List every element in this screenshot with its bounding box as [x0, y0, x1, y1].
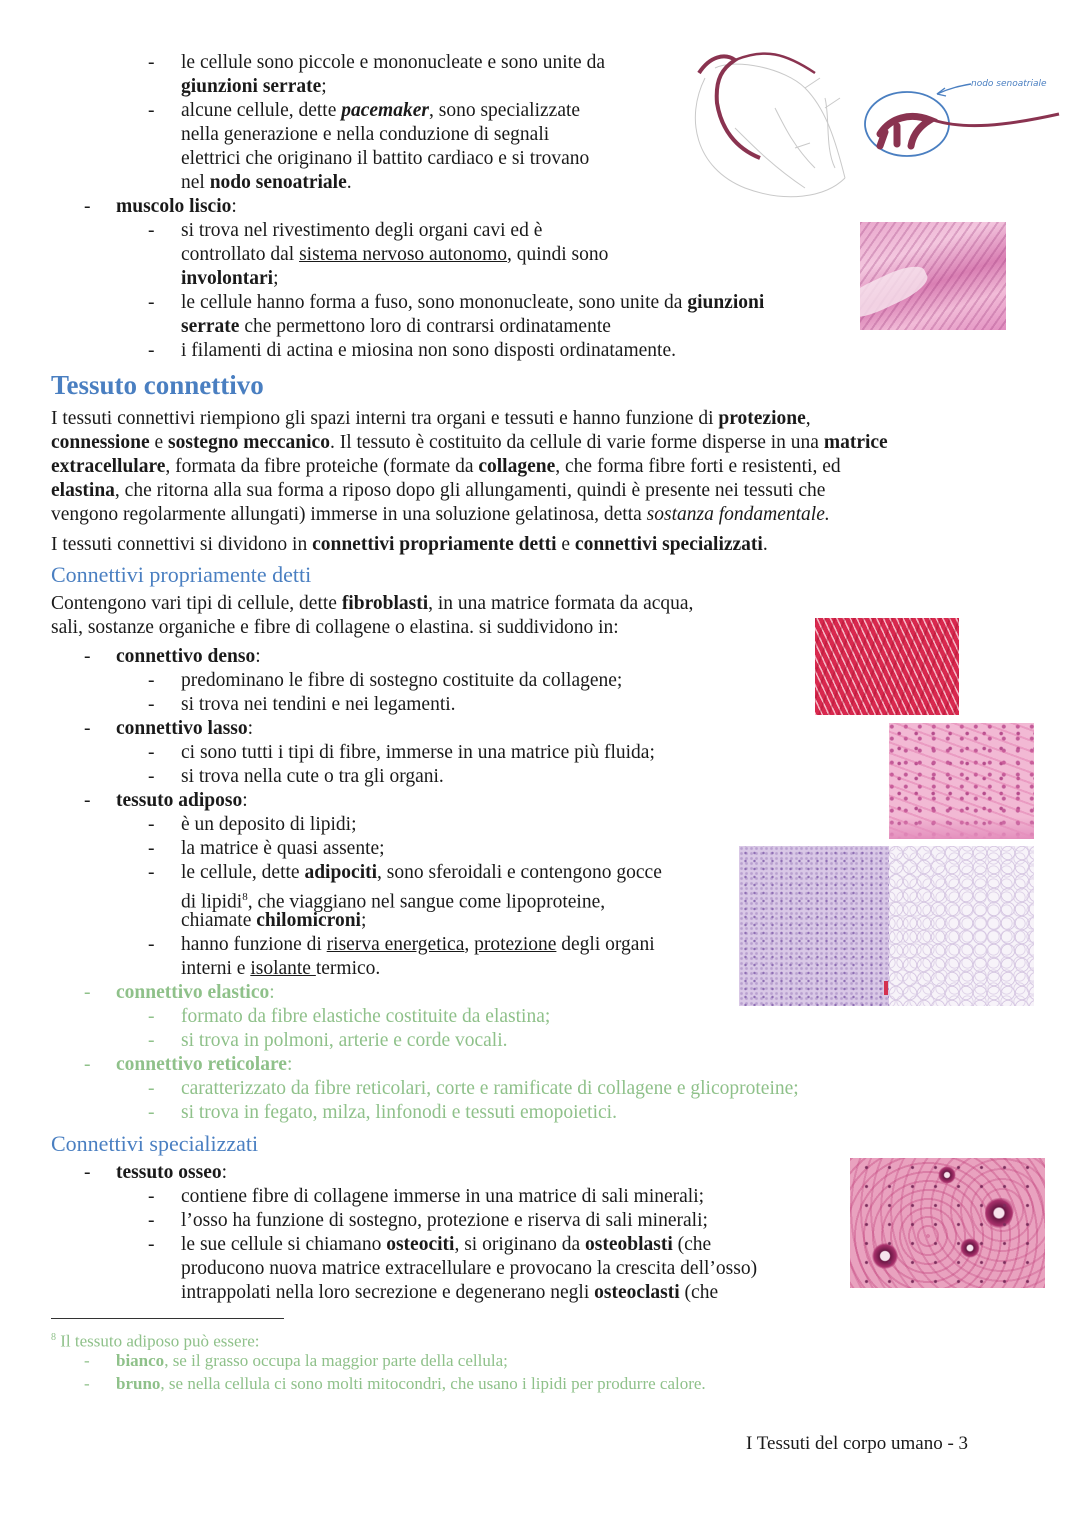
text-line: [181, 837, 385, 861]
text: le sue cellule si chiamano: [181, 1234, 387, 1255]
text-line: [181, 1257, 757, 1281]
text: :: [255, 646, 261, 667]
bullet-dash: -: [148, 934, 155, 955]
footnote-ref[interactable]: 8: [242, 891, 248, 903]
text-line: [181, 123, 549, 147]
text: e: [149, 432, 169, 453]
text-line: [181, 315, 611, 339]
text-line: [181, 813, 357, 837]
bold-term: bianco: [116, 1351, 165, 1370]
smooth-muscle-micrograph: [860, 222, 1006, 330]
text: si trova nella cute o tra gli organi.: [181, 766, 444, 787]
bold-term: osteoblasti: [584, 1234, 673, 1255]
text: la matrice è quasi assente;: [181, 838, 385, 859]
text-line: [181, 51, 605, 75]
text: producono nuova matrice extracellulare e provocano la crescita dell’osso): [181, 1258, 758, 1279]
bold-term: connettivo elastico: [116, 982, 270, 1003]
text-line: [181, 1185, 704, 1209]
text: sali, sostanze organiche e fibre di collagene o elastina. si suddividono in:: [51, 617, 619, 638]
text: (che: [679, 1282, 719, 1303]
bold-term: serrate: [181, 316, 240, 337]
bullet-dash: -: [84, 982, 91, 1003]
text: degli organi: [556, 934, 655, 955]
text: , che ritorna alla sua forma a riposo dopo gli allungamenti, quindi è presente nei tessuti che: [114, 480, 826, 501]
footnote-item: [116, 1373, 706, 1395]
bold-term: connessione: [51, 432, 150, 453]
bold-term: osteoclasti: [594, 1282, 680, 1303]
text-line: [181, 291, 764, 315]
text: di lipidi: [181, 891, 243, 913]
text: che permettono loro di contrarsi ordinatamente: [239, 316, 611, 337]
text-line: [181, 933, 655, 957]
text: , quindi sono: [507, 244, 609, 265]
bullet-dash: -: [84, 646, 91, 667]
bone-tissue-micrograph: [850, 1158, 1045, 1288]
text: ;: [321, 76, 327, 97]
bullet-dash: -: [148, 100, 155, 121]
text: ci sono tutti i tipi di fibre, immerse in una matrice più fluida;: [181, 742, 655, 763]
text: interni e: [181, 958, 251, 979]
text: intrappolati nella loro secrezione e degenerano negli: [181, 1282, 595, 1303]
bullet-dash: -: [148, 814, 155, 835]
text: è un deposito di lipidi;: [181, 814, 357, 835]
text-line: [116, 195, 237, 219]
text: (che: [672, 1234, 712, 1255]
bullet-dash: -: [84, 718, 91, 739]
page-footer: I Tessuti del corpo umano - 3: [746, 1433, 969, 1454]
bold-term: chilomicroni: [256, 910, 361, 931]
bullet-dash: -: [148, 838, 155, 859]
text-line: [181, 1029, 508, 1053]
text-line: [51, 503, 830, 527]
adipose-white-micrograph: [889, 846, 1034, 1006]
subsection-heading: Connettivi propriamente detti: [51, 562, 312, 587]
footnote-separator: [51, 1318, 284, 1319]
text-line: [116, 789, 248, 813]
text-line: [181, 339, 676, 363]
text: nel: [181, 172, 210, 193]
footnote-text: [51, 1327, 260, 1353]
section-heading: Tessuto connettivo: [51, 370, 264, 400]
text: le cellule, dette: [181, 862, 305, 883]
bullet-dash: -: [148, 1186, 155, 1207]
text-line: [181, 1233, 711, 1257]
bold-term: involontari: [181, 268, 274, 289]
bullet-dash: -: [84, 1351, 90, 1370]
bold-term: giunzioni serrate: [181, 76, 322, 97]
text: , sono sferoidali e contengono gocce: [377, 862, 662, 883]
text: I tessuti connettivi riempiono gli spazi interni tra organi e tessuti e hanno funzione di: [51, 408, 719, 429]
bold-term: fibroblasti: [341, 593, 429, 614]
text-line: [181, 765, 444, 789]
text-line: [181, 99, 580, 123]
text: .: [346, 172, 352, 193]
bold-term: connettivo denso: [116, 646, 256, 667]
underlined-term: sistema nervoso autonomo: [299, 244, 508, 265]
text: chiamate: [181, 910, 257, 931]
text: Contengono vari tipi di cellule, dette: [51, 593, 342, 614]
bullet-dash: -: [148, 292, 155, 313]
bold-term: extracellulare: [51, 456, 166, 477]
text: le cellule hanno forma a fuso, sono mononucleate, sono unite da: [181, 292, 688, 313]
bullet-dash: -: [84, 1162, 91, 1183]
text: hanno funzione di: [181, 934, 327, 955]
text-line: [181, 219, 542, 243]
text-line: [51, 431, 888, 455]
text-line: [181, 1101, 617, 1125]
text: :: [221, 1162, 228, 1183]
text-line: [181, 1209, 708, 1233]
text-line: [181, 1281, 718, 1305]
text: :: [231, 196, 237, 217]
text: , formata da fibre proteiche (formate da: [165, 456, 479, 477]
text: l’osso ha funzione di sostegno, protezione e riserva di sali minerali;: [181, 1210, 708, 1231]
footnote-item: [116, 1350, 508, 1372]
text-line: [181, 267, 279, 291]
heart-annotation-label: nodo senoatriale: [971, 79, 1047, 89]
bullet-dash: -: [148, 52, 155, 73]
text: termico.: [315, 958, 381, 979]
text: , sono specializzate: [428, 100, 581, 121]
bold-term: connettivi specializzati: [574, 534, 763, 555]
text: . Il tessuto è costituito da cellule di varie forme disperse in una: [329, 432, 824, 453]
text: si trova in fegato, milza, linfonodi e tessuti emopoietici.: [181, 1102, 617, 1123]
dense-connective-micrograph: [815, 618, 959, 715]
text: .: [762, 534, 768, 555]
text: ,: [805, 408, 811, 429]
text: si trova nei tendini e nei legamenti.: [181, 694, 456, 715]
bold-term: tessuto osseo: [116, 1162, 222, 1183]
text: vengono regolarmente allungati) immerse in una soluzione gelatinosa, detta: [51, 504, 647, 525]
text: :: [242, 790, 248, 811]
bullet-dash: -: [148, 1102, 155, 1123]
underlined-term: isolante: [250, 958, 316, 979]
text-line: [181, 693, 456, 717]
text-line: [51, 455, 841, 479]
bullet-dash: -: [148, 1030, 155, 1051]
text: Il tessuto adiposo può essere:: [56, 1331, 260, 1351]
text: caratterizzato da fibre reticolari, corte e ramificate di collagene e glicoproteine;: [181, 1078, 799, 1099]
text: alcune cellule, dette: [181, 100, 342, 121]
text: si trova nel rivestimento degli organi cavi ed è: [181, 220, 543, 241]
text-line: [116, 981, 275, 1005]
text-line: [51, 479, 825, 503]
text: , che forma fibre forti e resistenti, ed: [555, 456, 841, 477]
bold-term: pacemaker: [341, 100, 429, 121]
bold-term: osteociti: [386, 1234, 455, 1255]
bullet-dash: -: [148, 670, 155, 691]
text-line: [181, 243, 608, 267]
bold-term: connettivo reticolare: [116, 1054, 287, 1075]
text: ;: [273, 268, 279, 289]
text: , se nella cellula ci sono molti mitocondri, che usano i lipidi per produrre calore.: [160, 1374, 706, 1393]
bold-term: connettivi propriamente detti: [312, 534, 557, 555]
text: , se il grasso occupa la maggior parte della cellula;: [164, 1351, 508, 1370]
bullet-dash: -: [148, 862, 155, 883]
loose-connective-micrograph: [889, 723, 1034, 839]
text: contiene fibre di collagene immerse in una matrice di sali minerali;: [181, 1186, 705, 1207]
text-line: [181, 909, 366, 933]
text: si trova in polmoni, arterie e corde vocali.: [181, 1030, 508, 1051]
text-line: [116, 1161, 227, 1185]
text: , si originano da: [454, 1234, 585, 1255]
text: ;: [360, 910, 367, 931]
text: :: [286, 1054, 293, 1075]
text-line: [181, 75, 327, 99]
text-line: [51, 533, 768, 557]
text-line: [181, 861, 662, 885]
text-line: [116, 1053, 292, 1077]
text-line: [51, 407, 811, 431]
heart-conduction-diagram: [675, 48, 1065, 208]
text-line: [181, 1077, 799, 1101]
bold-term: collagene: [478, 456, 556, 477]
text: , in una matrice formata da acqua,: [428, 593, 694, 614]
text: i filamenti di actina e miosina non sono disposti ordinatamente.: [181, 340, 676, 361]
text-line: [116, 717, 253, 741]
bullet-dash: -: [84, 1054, 91, 1075]
text: nella generazione e nella conduzione di segnali: [181, 124, 550, 145]
bold-term: protezione: [718, 408, 806, 429]
text: , che viaggiano nel sangue come lipoproteine,: [247, 891, 606, 913]
bullet-dash: -: [148, 694, 155, 715]
underlined-term: protezione: [474, 934, 557, 955]
text-line: [116, 645, 261, 669]
text: e: [556, 534, 575, 555]
text: :: [269, 982, 275, 1003]
bold-term: connettivo lasso: [116, 718, 248, 739]
text-line: [181, 1005, 550, 1029]
bullet-dash: -: [148, 742, 155, 763]
bold-term: elastina: [51, 480, 115, 501]
bold-term: tessuto adiposo: [116, 790, 243, 811]
text: predominano le fibre di sostegno costituite da collagene;: [181, 670, 623, 691]
italic-term: sostanza fondamentale.: [646, 504, 830, 525]
text-line: [181, 147, 589, 171]
text-line: [181, 957, 380, 981]
text-line: [181, 669, 622, 693]
bullet-dash: -: [148, 1234, 155, 1255]
bullet-dash: -: [148, 766, 155, 787]
bullet-dash: -: [148, 340, 155, 361]
bullet-dash: -: [148, 1006, 155, 1027]
bold-term: adipociti: [304, 862, 378, 883]
bullet-dash: -: [148, 1078, 155, 1099]
bold-term: giunzioni: [687, 292, 765, 313]
text-line: [51, 592, 693, 616]
bullet-dash: -: [84, 1374, 90, 1393]
bullet-dash: -: [84, 790, 91, 811]
text-line: [181, 741, 655, 765]
bold-term: matrice: [823, 432, 888, 453]
bullet-dash: -: [84, 196, 91, 217]
bold-term: bruno: [116, 1374, 161, 1393]
text: I tessuti connettivi si dividono in: [51, 534, 313, 555]
bullet-dash: -: [148, 220, 155, 241]
text: le cellule sono piccole e mononucleate e sono unite da: [181, 52, 605, 73]
text-line: [51, 616, 619, 640]
bold-term: nodo senoatriale: [209, 172, 347, 193]
adipose-brown-micrograph: [739, 846, 889, 1006]
bold-term: sostegno meccanico: [168, 432, 330, 453]
text: formato da fibre elastiche costituite da elastina;: [181, 1006, 551, 1027]
bold-term: muscolo liscio: [116, 196, 232, 217]
text: controllato dal: [181, 244, 300, 265]
text: elettrici che originano il battito cardiaco e si trovano: [181, 148, 590, 169]
footnote-mark: 8: [51, 1332, 56, 1343]
underlined-term: riserva energetica: [326, 934, 465, 955]
text: :: [247, 718, 254, 739]
subsection-heading: Connettivi specializzati: [51, 1131, 259, 1156]
text: ,: [464, 934, 475, 955]
bullet-dash: -: [148, 1210, 155, 1231]
text-line: [181, 171, 352, 195]
